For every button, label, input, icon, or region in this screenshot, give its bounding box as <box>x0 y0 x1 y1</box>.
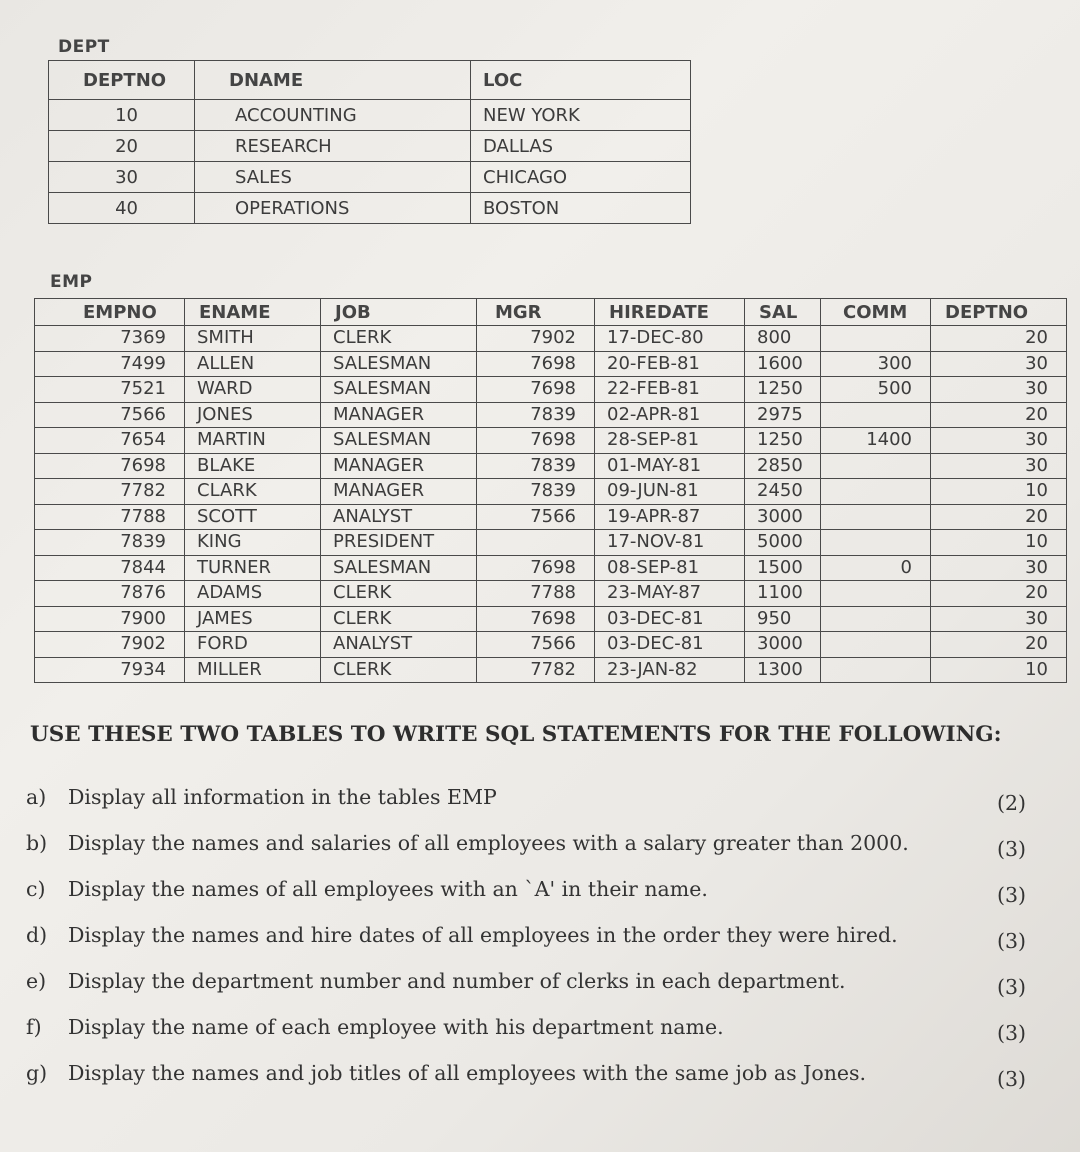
emp-cell-mgr: 7566 <box>477 632 595 658</box>
emp-cell-comm <box>821 479 931 505</box>
dept-col-deptno: DEPTNO <box>49 61 195 100</box>
emp-col-mgr: MGR <box>477 299 595 326</box>
emp-cell-deptno: 20 <box>931 581 1067 607</box>
emp-col-deptno: DEPTNO <box>931 299 1067 326</box>
emp-cell-mgr: 7698 <box>477 377 595 403</box>
emp-cell-comm: 0 <box>821 555 931 581</box>
emp-cell-comm: 500 <box>821 377 931 403</box>
emp-cell-sal: 1250 <box>745 377 821 403</box>
emp-col-job: JOB <box>321 299 477 326</box>
emp-row <box>35 351 1067 377</box>
emp-col-sal: SAL <box>745 299 821 326</box>
emp-cell-job: SALESMAN <box>321 428 477 454</box>
question-marks: (3) <box>996 929 1026 953</box>
emp-row <box>35 402 1067 428</box>
dept-cell-loc: BOSTON <box>471 193 691 224</box>
question-text: Display the name of each employee with his department name. <box>68 1015 724 1039</box>
emp-cell-job: CLERK <box>321 606 477 632</box>
emp-cell-hiredate: 20-FEB-81 <box>595 351 745 377</box>
emp-row <box>35 530 1067 556</box>
emp-cell-sal: 3000 <box>745 504 821 530</box>
question-letter: d) <box>26 923 48 947</box>
emp-table-body <box>35 326 1067 683</box>
dept-cell-deptno: 20 <box>49 131 195 162</box>
emp-cell-ename: JAMES <box>185 606 321 632</box>
question-item <box>26 872 1036 918</box>
question-letter: e) <box>26 969 47 993</box>
emp-row <box>35 479 1067 505</box>
emp-cell-mgr <box>477 530 595 556</box>
emp-cell-comm <box>821 657 931 683</box>
dept-cell-loc: DALLAS <box>471 131 691 162</box>
question-marks: (3) <box>996 1067 1026 1091</box>
emp-cell-empno: 7654 <box>35 428 185 454</box>
emp-cell-mgr: 7902 <box>477 326 595 352</box>
question-marks: (2) <box>996 791 1026 815</box>
emp-cell-deptno: 10 <box>931 657 1067 683</box>
dept-cell-dname: RESEARCH <box>195 131 471 162</box>
emp-row <box>35 581 1067 607</box>
emp-cell-deptno: 20 <box>931 632 1067 658</box>
emp-cell-sal: 2450 <box>745 479 821 505</box>
emp-cell-ename: BLAKE <box>185 453 321 479</box>
question-marks: (3) <box>996 883 1026 907</box>
emp-cell-sal: 1250 <box>745 428 821 454</box>
dept-cell-dname: OPERATIONS <box>195 193 471 224</box>
emp-cell-sal: 950 <box>745 606 821 632</box>
emp-cell-job: PRESIDENT <box>321 530 477 556</box>
emp-cell-ename: WARD <box>185 377 321 403</box>
question-text: Display the names and hire dates of all employees in the order they were hired. <box>68 923 898 947</box>
emp-cell-hiredate: 23-JAN-82 <box>595 657 745 683</box>
question-marks: (3) <box>996 975 1026 999</box>
emp-cell-ename: FORD <box>185 632 321 658</box>
emp-cell-empno: 7566 <box>35 402 185 428</box>
emp-cell-mgr: 7698 <box>477 351 595 377</box>
emp-cell-hiredate: 08-SEP-81 <box>595 555 745 581</box>
emp-cell-comm <box>821 453 931 479</box>
question-item <box>26 826 1036 872</box>
emp-header-row <box>35 299 1067 326</box>
question-text: Display the names and salaries of all employees with a salary greater than 2000. <box>68 831 909 855</box>
dept-cell-loc: CHICAGO <box>471 162 691 193</box>
emp-cell-comm <box>821 632 931 658</box>
emp-cell-mgr: 7566 <box>477 504 595 530</box>
question-letter: b) <box>26 831 48 855</box>
emp-cell-ename: SMITH <box>185 326 321 352</box>
question-letter: f) <box>26 1015 42 1039</box>
emp-cell-empno: 7369 <box>35 326 185 352</box>
emp-cell-job: SALESMAN <box>321 377 477 403</box>
emp-cell-comm <box>821 504 931 530</box>
dept-table <box>48 60 691 224</box>
question-text: Display the department number and number of clerks in each department. <box>68 969 846 993</box>
emp-cell-empno: 7698 <box>35 453 185 479</box>
emp-cell-job: SALESMAN <box>321 351 477 377</box>
emp-cell-ename: KING <box>185 530 321 556</box>
question-text: Display the names of all employees with an `A' in their name. <box>68 877 708 901</box>
emp-col-hiredate: HIREDATE <box>595 299 745 326</box>
question-letter: g) <box>26 1061 48 1085</box>
emp-cell-empno: 7782 <box>35 479 185 505</box>
emp-cell-deptno: 20 <box>931 504 1067 530</box>
emp-cell-empno: 7900 <box>35 606 185 632</box>
question-text: Display the names and job titles of all employees with the same job as Jones. <box>68 1061 867 1085</box>
emp-cell-deptno: 30 <box>931 606 1067 632</box>
emp-cell-job: CLERK <box>321 581 477 607</box>
emp-cell-ename: SCOTT <box>185 504 321 530</box>
dept-cell-deptno: 30 <box>49 162 195 193</box>
question-item <box>26 918 1036 964</box>
emp-cell-sal: 1300 <box>745 657 821 683</box>
emp-cell-deptno: 10 <box>931 479 1067 505</box>
emp-cell-comm <box>821 402 931 428</box>
emp-cell-ename: JONES <box>185 402 321 428</box>
emp-cell-job: CLERK <box>321 326 477 352</box>
emp-cell-comm <box>821 606 931 632</box>
emp-cell-job: MANAGER <box>321 453 477 479</box>
emp-cell-empno: 7521 <box>35 377 185 403</box>
emp-row <box>35 504 1067 530</box>
emp-cell-mgr: 7839 <box>477 479 595 505</box>
emp-cell-empno: 7788 <box>35 504 185 530</box>
question-letter: c) <box>26 877 46 901</box>
emp-cell-job: SALESMAN <box>321 555 477 581</box>
emp-cell-empno: 7839 <box>35 530 185 556</box>
emp-cell-job: ANALYST <box>321 504 477 530</box>
dept-row <box>49 100 691 131</box>
emp-cell-job: CLERK <box>321 657 477 683</box>
dept-row <box>49 162 691 193</box>
question-item <box>26 1056 1036 1102</box>
emp-cell-job: ANALYST <box>321 632 477 658</box>
emp-cell-comm <box>821 326 931 352</box>
emp-cell-sal: 2975 <box>745 402 821 428</box>
dept-col-loc: LOC <box>471 61 691 100</box>
emp-cell-ename: ALLEN <box>185 351 321 377</box>
emp-cell-deptno: 30 <box>931 555 1067 581</box>
emp-cell-mgr: 7839 <box>477 453 595 479</box>
emp-row <box>35 657 1067 683</box>
emp-cell-hiredate: 22-FEB-81 <box>595 377 745 403</box>
emp-cell-deptno: 10 <box>931 530 1067 556</box>
emp-row <box>35 606 1067 632</box>
question-item <box>26 1010 1036 1056</box>
emp-cell-deptno: 30 <box>931 453 1067 479</box>
emp-cell-hiredate: 01-MAY-81 <box>595 453 745 479</box>
emp-cell-hiredate: 02-APR-81 <box>595 402 745 428</box>
emp-row <box>35 377 1067 403</box>
dept-table-title: DEPT <box>58 37 110 57</box>
emp-cell-sal: 1100 <box>745 581 821 607</box>
instructions-heading: USE THESE TWO TABLES TO WRITE SQL STATEMENTS FOR THE FOLLOWING: <box>30 722 1002 747</box>
emp-cell-ename: MILLER <box>185 657 321 683</box>
emp-row <box>35 428 1067 454</box>
emp-cell-hiredate: 28-SEP-81 <box>595 428 745 454</box>
emp-cell-ename: MARTIN <box>185 428 321 454</box>
dept-cell-deptno: 40 <box>49 193 195 224</box>
emp-cell-hiredate: 03-DEC-81 <box>595 632 745 658</box>
emp-cell-hiredate: 19-APR-87 <box>595 504 745 530</box>
dept-cell-dname: SALES <box>195 162 471 193</box>
emp-cell-deptno: 30 <box>931 428 1067 454</box>
emp-cell-ename: TURNER <box>185 555 321 581</box>
emp-cell-sal: 1500 <box>745 555 821 581</box>
emp-cell-ename: ADAMS <box>185 581 321 607</box>
emp-cell-job: MANAGER <box>321 402 477 428</box>
emp-cell-comm <box>821 581 931 607</box>
emp-cell-empno: 7499 <box>35 351 185 377</box>
emp-cell-hiredate: 23-MAY-87 <box>595 581 745 607</box>
question-list <box>26 780 1036 1102</box>
dept-header-row <box>49 61 691 100</box>
emp-cell-deptno: 30 <box>931 351 1067 377</box>
emp-cell-empno: 7844 <box>35 555 185 581</box>
emp-cell-mgr: 7788 <box>477 581 595 607</box>
question-item <box>26 964 1036 1010</box>
question-item <box>26 780 1036 826</box>
emp-cell-mgr: 7698 <box>477 428 595 454</box>
dept-cell-deptno: 10 <box>49 100 195 131</box>
dept-row <box>49 193 691 224</box>
emp-cell-comm <box>821 530 931 556</box>
emp-row <box>35 453 1067 479</box>
emp-cell-hiredate: 17-DEC-80 <box>595 326 745 352</box>
emp-cell-hiredate: 09-JUN-81 <box>595 479 745 505</box>
emp-cell-deptno: 30 <box>931 377 1067 403</box>
emp-cell-sal: 5000 <box>745 530 821 556</box>
emp-col-comm: COMM <box>821 299 931 326</box>
emp-cell-mgr: 7698 <box>477 606 595 632</box>
dept-cell-loc: NEW YORK <box>471 100 691 131</box>
emp-cell-sal: 3000 <box>745 632 821 658</box>
emp-cell-comm: 1400 <box>821 428 931 454</box>
emp-cell-deptno: 20 <box>931 326 1067 352</box>
emp-cell-job: MANAGER <box>321 479 477 505</box>
emp-cell-mgr: 7782 <box>477 657 595 683</box>
question-letter: a) <box>26 785 47 809</box>
emp-col-empno: EMPNO <box>35 299 185 326</box>
emp-cell-sal: 1600 <box>745 351 821 377</box>
emp-cell-sal: 800 <box>745 326 821 352</box>
emp-cell-empno: 7876 <box>35 581 185 607</box>
dept-row <box>49 131 691 162</box>
question-text: Display all information in the tables EMP <box>68 785 497 809</box>
emp-row <box>35 632 1067 658</box>
emp-row <box>35 555 1067 581</box>
emp-cell-hiredate: 03-DEC-81 <box>595 606 745 632</box>
emp-cell-mgr: 7839 <box>477 402 595 428</box>
emp-cell-mgr: 7698 <box>477 555 595 581</box>
emp-cell-ename: CLARK <box>185 479 321 505</box>
emp-cell-comm: 300 <box>821 351 931 377</box>
dept-col-dname: DNAME <box>195 61 471 100</box>
emp-cell-empno: 7934 <box>35 657 185 683</box>
emp-table-title: EMP <box>50 272 93 292</box>
question-marks: (3) <box>996 1021 1026 1045</box>
emp-cell-empno: 7902 <box>35 632 185 658</box>
emp-row <box>35 326 1067 352</box>
emp-table <box>34 298 1067 683</box>
emp-col-ename: ENAME <box>185 299 321 326</box>
question-marks: (3) <box>996 837 1026 861</box>
emp-cell-hiredate: 17-NOV-81 <box>595 530 745 556</box>
emp-cell-deptno: 20 <box>931 402 1067 428</box>
emp-cell-sal: 2850 <box>745 453 821 479</box>
dept-cell-dname: ACCOUNTING <box>195 100 471 131</box>
